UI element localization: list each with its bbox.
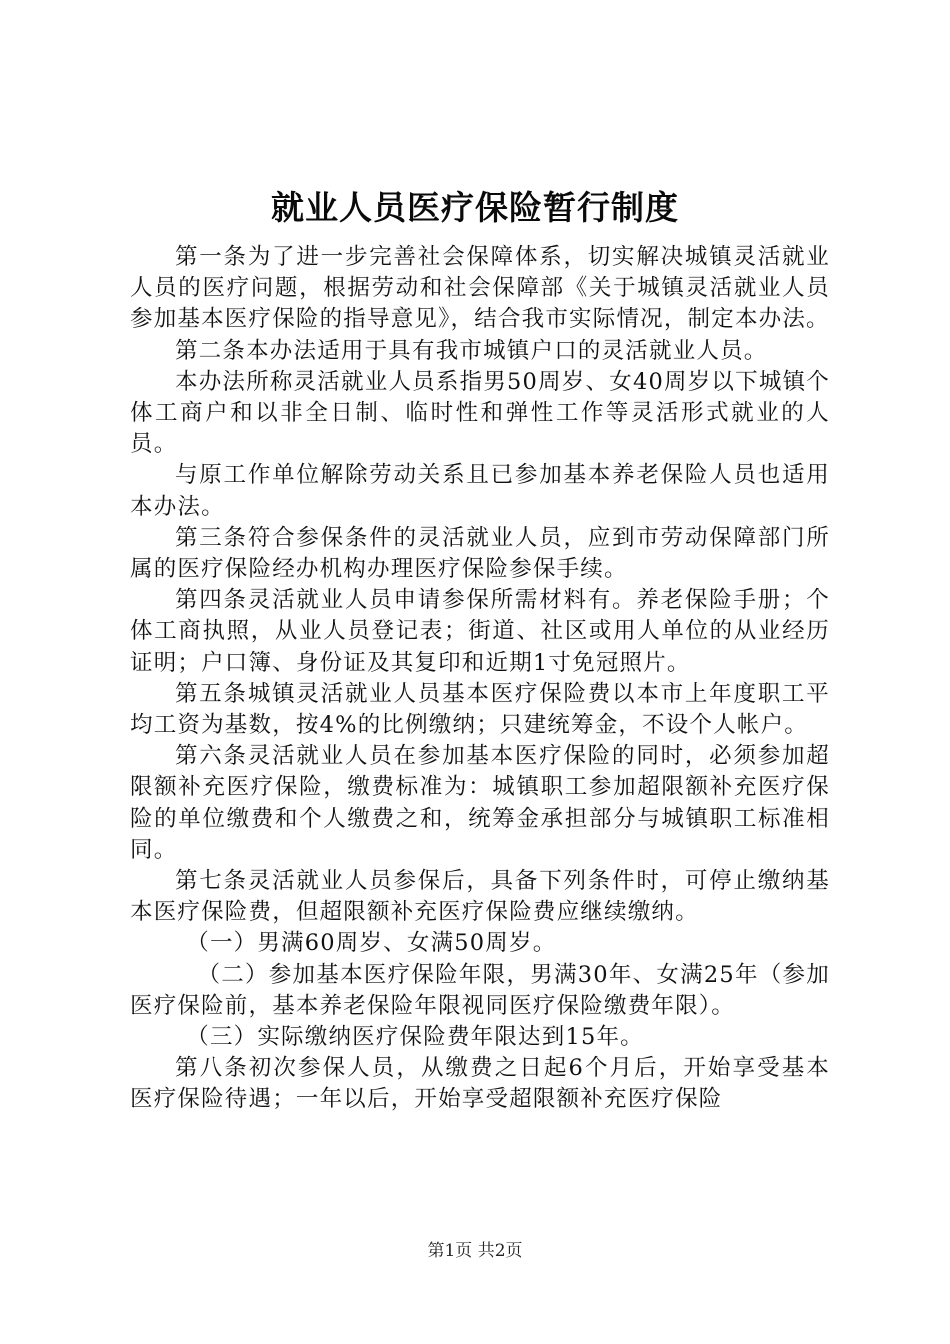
paragraph-article-3: 第三条符合参保条件的灵活就业人员，应到市劳动保障部门所属的医疗保险经办机构办理医疗保险参保手续。	[130, 524, 830, 583]
paragraph-article-2: 第二条本办法适用于具有我市城镇户口的灵活就业人员。	[175, 337, 768, 364]
paragraph-applicability: 与原工作单位解除劳动关系且已参加基本养老保险人员也适用本办法。	[130, 462, 830, 520]
paragraph-article-5: 第五条城镇灵活就业人员基本医疗保险费以本市上年度职工平均工资为基数，按4%的比例缴纳；只建统筹金，不设个人帐户。	[130, 680, 830, 739]
paragraph-article-4: 第四条灵活就业人员申请参保所需材料有。养老保险手册；个体工商执照，从业人员登记表；街道、社区或用人单位的从业经历证明；户口簿、身份证及其复印和近期1寸免冠照片。	[130, 587, 830, 676]
paragraph-article-1: 第一条为了进一步完善社会保障体系，切实解决城镇灵活就业人员的医疗问题，根据劳动和社会保障部《关于城镇灵活就业人员参加基本医疗保险的指导意见》，结合我市实际情况，制定本办法。	[130, 244, 830, 333]
paragraph-condition-3: （三）实际缴纳医疗保险费年限达到15年。	[186, 1024, 644, 1051]
document-title: 就业人员医疗保险暂行制度	[271, 188, 679, 227]
document-body	[130, 242, 830, 1116]
paragraph-condition-1: （一）男满60周岁、女满50周岁。	[186, 930, 557, 957]
page-number-footer: 第1页 共2页	[427, 1241, 523, 1261]
paragraph-definition: 本办法所称灵活就业人员系指男50周岁、女40周岁以下城镇个体工商户和以非全日制、临时性和弹性工作等灵活形式就业的人员。	[130, 368, 830, 458]
paragraph-condition-2: （二）参加基本医疗保险年限，男满30年、女满25年（参加医疗保险前，基本养老保险年限视同医疗保险缴费年限）。	[130, 961, 830, 1019]
paragraph-article-8: 第八条初次参保人员，从缴费之日起6个月后，开始享受基本医疗保险待遇；一年以后，开始享受超限额补充医疗保险	[130, 1055, 830, 1113]
paragraph-article-7: 第七条灵活就业人员参保后，具备下列条件时，可停止缴纳基本医疗保险费，但超限额补充医疗保险费应继续缴纳。	[130, 868, 830, 926]
paragraph-article-6: 第六条灵活就业人员在参加基本医疗保险的同时，必须参加超限额补充医疗保险，缴费标准为：城镇职工参加超限额补充医疗保险的单位缴费和个人缴费之和，统筹金承担部分与城镇职工标准相同。	[130, 743, 830, 863]
